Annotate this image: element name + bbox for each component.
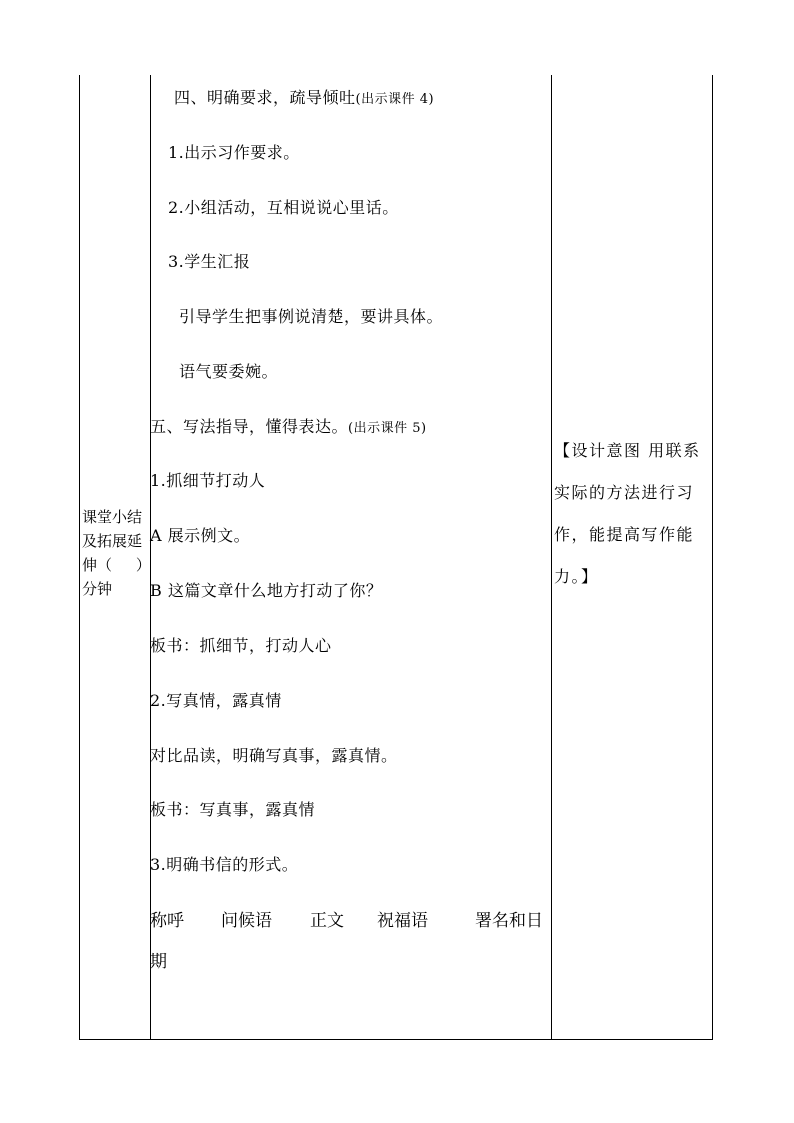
letter-part-salutation: 称呼 — [150, 911, 184, 931]
point-details-a: A 展示例文。 — [150, 526, 251, 545]
board-note-2: 板书：写真事，露真情 — [150, 800, 316, 819]
letter-part-wrap: 期 — [150, 952, 168, 972]
section5-courseware: (出示课件 5) — [348, 421, 427, 436]
letter-part-body: 正文 — [310, 911, 344, 931]
point-letter-format: 3.明确书信的形式。 — [150, 855, 299, 874]
item-student-report: 3.学生汇报 — [168, 252, 251, 271]
letter-part-wishes: 祝福语 — [377, 911, 428, 931]
point-true-feelings: 2.写真情，露真情 — [150, 691, 282, 710]
letter-part-greeting: 问候语 — [221, 911, 272, 931]
section4-heading — [174, 88, 434, 110]
section5-title: 五、写法指导，懂得表达。 — [150, 417, 349, 436]
table-column-divider-2 — [551, 75, 552, 1040]
table-left-border — [79, 75, 80, 1040]
section4-title: 四、明确要求，疏导倾吐 — [174, 88, 356, 107]
table-bottom-border — [79, 1039, 713, 1040]
letter-parts-row — [0, 910, 794, 934]
letter-part-signature-date: 署名和日 — [475, 911, 543, 931]
section4-courseware: (出示课件 4) — [355, 92, 435, 107]
point-details-b: B 这篇文章什么地方打动了你？ — [150, 581, 383, 600]
design-intent-note: 【设计意图 用联系实际的方法进行习作，能提高写作能力。】 — [554, 441, 701, 586]
item-group-activity: 2.小组活动，互相说说心里话。 — [168, 198, 399, 217]
stage-label-cell: 课堂小结及拓展延伸（ ）分钟 — [82, 508, 144, 598]
table-column-divider-1 — [150, 75, 151, 1040]
compare-reading: 对比品读，明确写真事，露真情。 — [150, 746, 398, 765]
board-note-1: 板书：抓细节，打动人心 — [150, 636, 332, 655]
point-details: 1.抓细节打动人 — [150, 471, 266, 490]
section5-heading — [150, 417, 427, 439]
guide-clear-examples: 引导学生把事例说清楚，要讲具体。 — [179, 307, 444, 326]
guide-tactful-tone: 语气要委婉。 — [179, 362, 279, 381]
item-show-requirements: 1.出示习作要求。 — [168, 143, 300, 162]
